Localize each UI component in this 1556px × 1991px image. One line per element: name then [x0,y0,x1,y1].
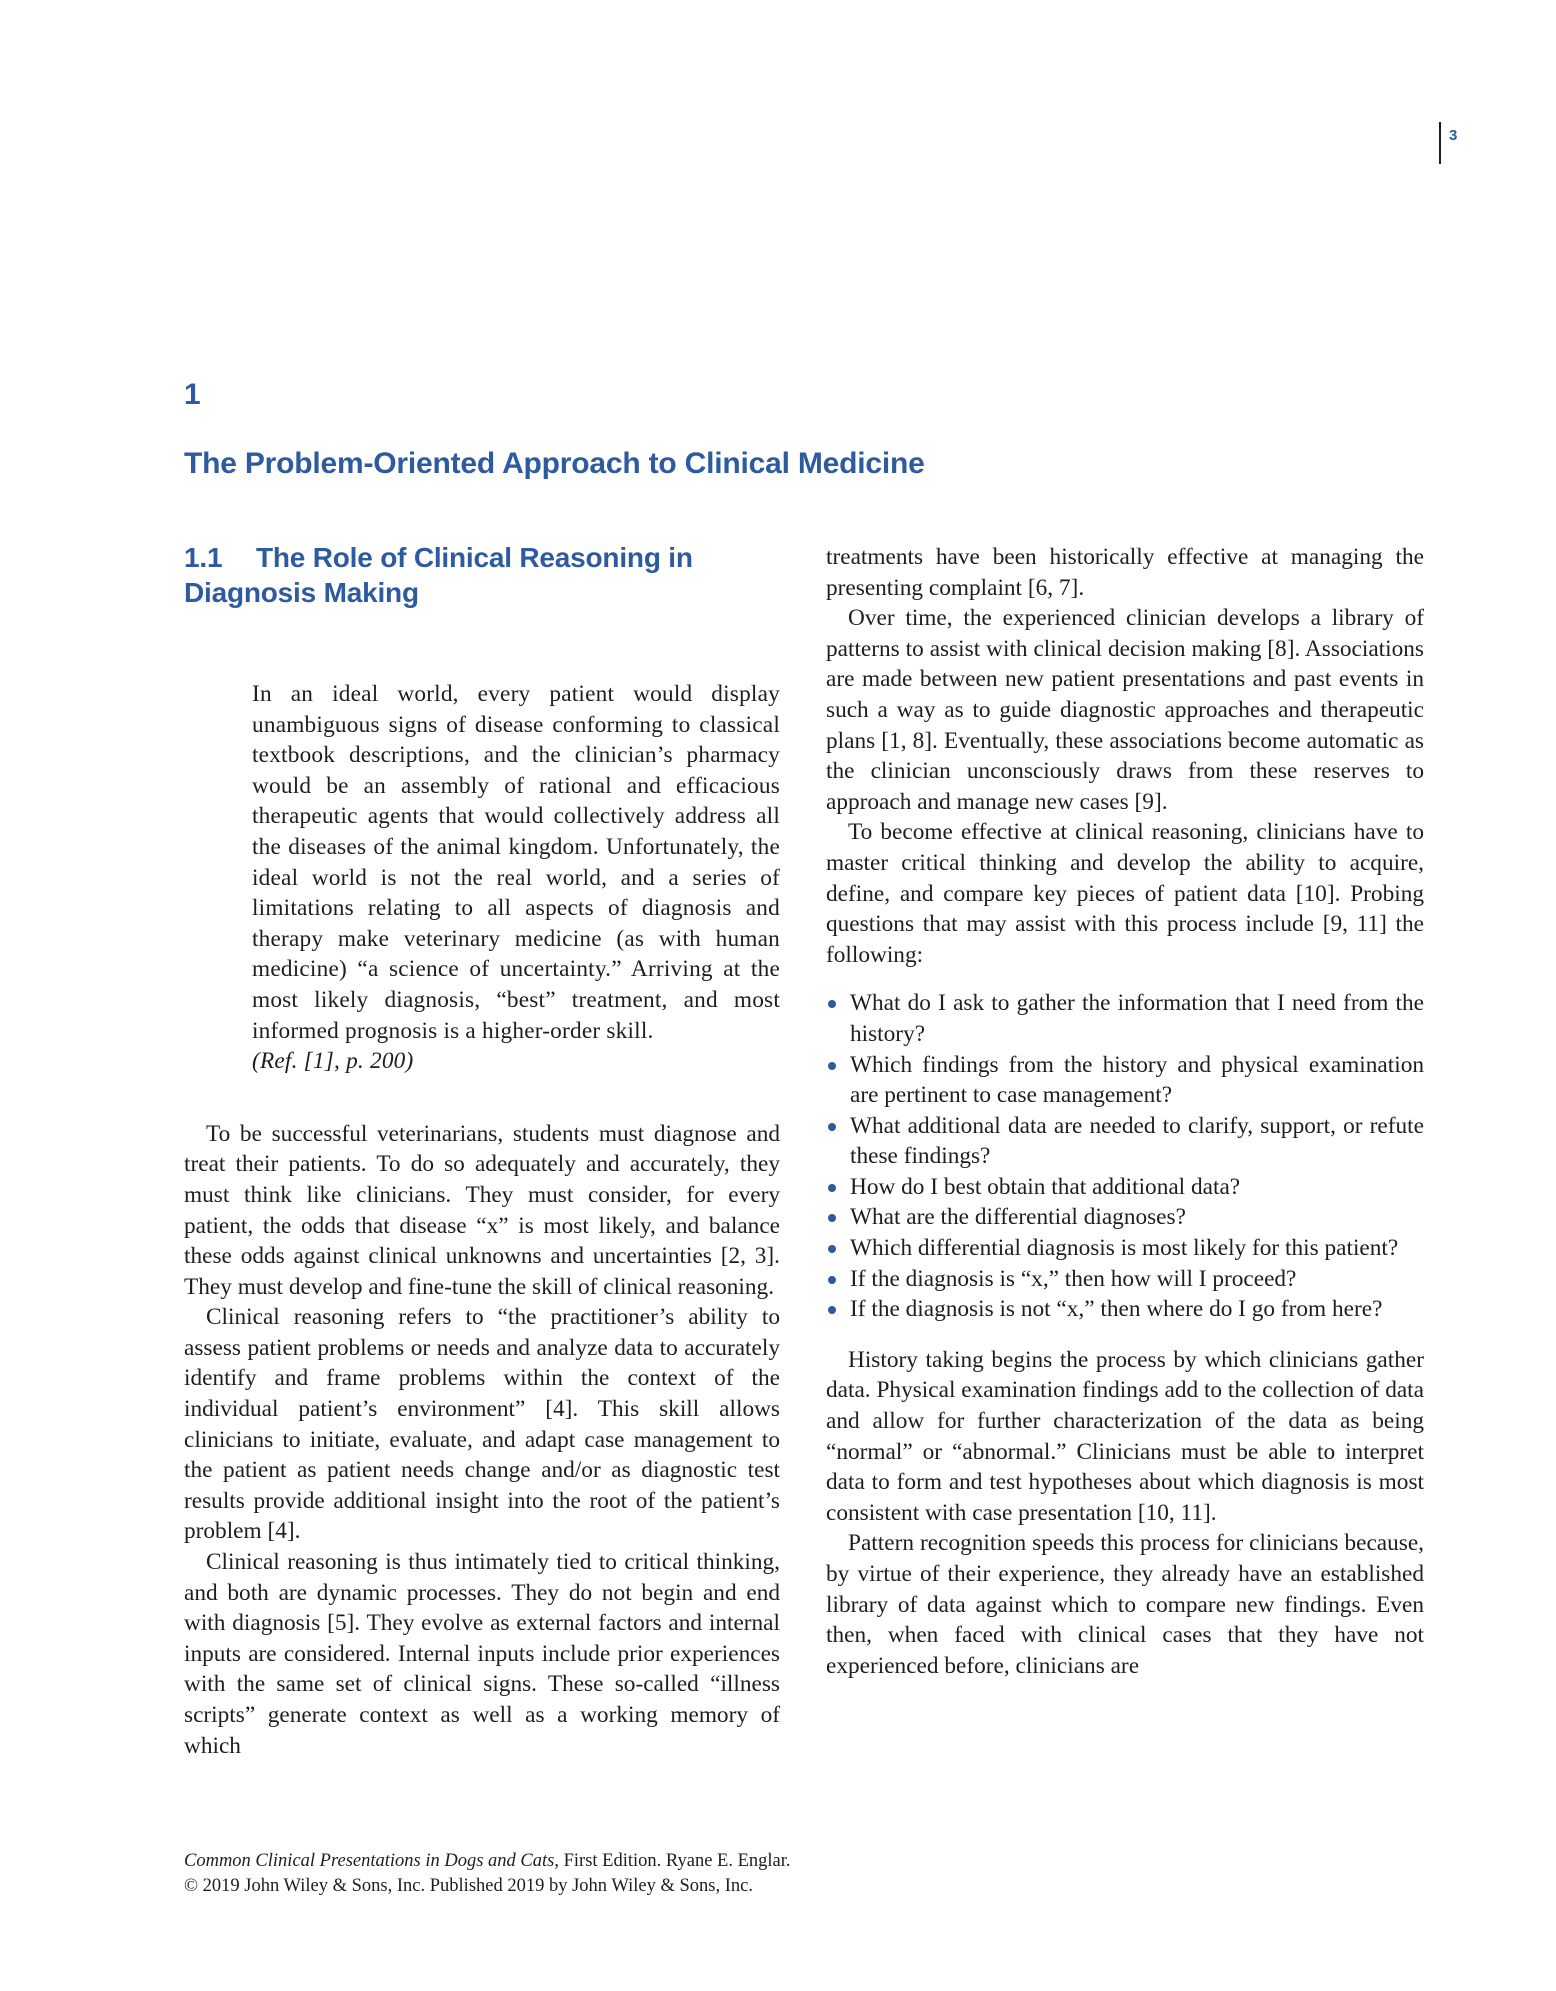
list-item: What are the differential diagnoses? [826,1202,1424,1233]
left-column [184,540,780,1761]
book-title: Common Clinical Presentations in Dogs and Cats [184,1851,555,1871]
epigraph-reference: (Ref. [1], p. 200) [252,1048,414,1075]
bullet-dot-icon [828,1062,836,1070]
paragraph: Over time, the experienced clinician develops a library of patterns to assist with clinical decision making [8]. Associations are made between new patient presentations and past events in such a way as to guide diagnostic approaches and therapeutic plans [1, 8]. Eventually, these associations become automatic as the clinician unconsciously draws from these reserves to approach and manage new cases [9]. [826,605,1424,815]
bullet-dot-icon [828,1245,836,1253]
paragraph: Pattern recognition speeds this process for clinicians because, by virtue of their experience, they already have an established library of data against which to compare new findings. Even then, when faced with clinical cases that they have not experienced before, clinicians are [826,1530,1424,1679]
list-item: Which findings from the history and physical examination are pertinent to case management? [826,1050,1424,1111]
bullet-dot-icon [828,1000,836,1008]
paragraph: History taking begins the process by which clinicians gather data. Physical examination findings add to the collection of data and allow for further characterization of the data as being “normal” or “abnormal.” Clinicians must be able to interpret data to form and test hypotheses about which diagnosis is most consistent with case presentation [10, 11]. [826,1346,1424,1526]
paragraph: treatments have been historically effective at managing the presenting complaint [6, 7]. [826,544,1424,601]
question-list [826,988,1424,1325]
page-number-rule [1439,122,1441,164]
section-heading [184,540,780,610]
section-title: The Role of Clinical Reasoning in Diagnosis Making [184,542,693,608]
epigraph-text: In an ideal world, every patient would display unambiguous signs of disease conforming to classical textbook descriptions, and the clinician’s pharmacy would be an assembly of rational and efficacious therapeutic agents that would collectively address all the diseases of the animal kingdom. Unfortunately, the ideal world is not the real world, and a series of limitations relating to all aspects of diagnosis and therapy make veterinary medicine (as with human medicine) “a science of uncertainty.” Arriving at the most likely diagnosis, “best” treatment, and most informed prognosis is a higher-order skill. [252,681,780,1044]
bullet-dot-icon [828,1306,836,1314]
list-item: Which differential diagnosis is most likely for this patient? [826,1233,1424,1264]
paragraph: Clinical reasoning is thus intimately tied to critical thinking, and both are dynamic processes. They do not begin and end with diagnosis [5]. They evolve as external factors and internal inputs are considered. Internal inputs include prior experiences with the same set of clinical signs. These so-called “illness scripts” generate context as well as a working memory of which [184,1549,780,1759]
footer-citation [184,1849,791,1874]
list-item: What additional data are needed to clarify, support, or refute these findings? [826,1111,1424,1172]
paragraph: To be successful veterinarians, students must diagnose and treat their patients. To do so adequately and accurately, they must think like clinicians. They must consider, for every patient, the odds that disease “x” is most likely, and balance these odds against clinical unknowns and uncertainties [2, 3]. They must develop and fine-tune the skill of clinical reasoning. [184,1120,780,1300]
chapter-number: 1 [184,378,201,411]
paragraph: To become effective at clinical reasoning, clinicians have to master critical thinking and develop the ability to acquire, define, and compare key pieces of patient data [10]. Probing questions that may assist with this process include [9, 11] the following: [826,819,1424,968]
list-item: If the diagnosis is “x,” then how will I proceed? [826,1264,1424,1295]
paragraph: Clinical reasoning refers to “the practitioner’s ability to assess patient problems or needs and analyze data to accurately identify and frame problems within the context of the individual patient’s environment” [4]. This skill allows clinicians to initiate, evaluate, and adapt case management to the patient as patient needs change and/or as diagnostic test results provide additional insight into the root of the patient’s problem [4]. [184,1304,780,1545]
footer-copyright: © 2019 John Wiley & Sons, Inc. Published 2019 by John Wiley & Sons, Inc. [184,1876,753,1896]
footer [184,1849,791,1899]
list-item: How do I best obtain that additional data? [826,1172,1424,1203]
section-number: 1.1 [184,542,223,573]
book-info: , First Edition. Ryane E. Englar. [554,1851,791,1871]
bullet-dot-icon [828,1123,836,1131]
bullet-dot-icon [828,1214,836,1222]
bullet-dot-icon [828,1184,836,1192]
chapter-title: The Problem-Oriented Approach to Clinical Medicine [184,447,925,480]
page-number: 3 [1449,127,1458,144]
bullet-dot-icon [828,1276,836,1284]
epigraph [252,679,780,1077]
list-item: If the diagnosis is not “x,” then where do I go from here? [826,1294,1424,1325]
right-column [826,542,1424,1681]
list-item: What do I ask to gather the information that I need from the history? [826,988,1424,1049]
